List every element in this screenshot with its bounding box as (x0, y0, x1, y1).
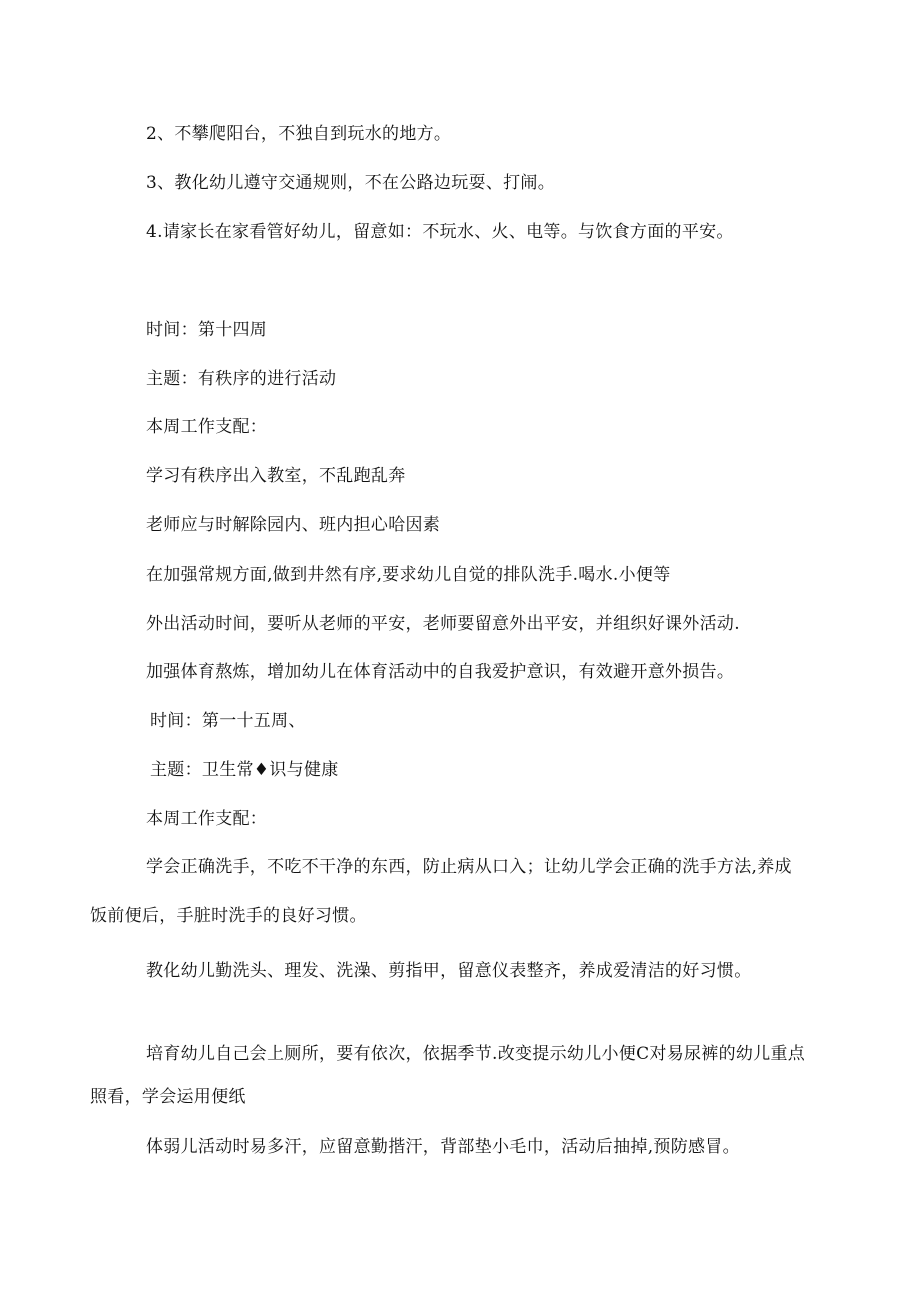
week-15-plan-item-continued: 照看，学会运用便纸 (90, 1087, 246, 1107)
week-15-plan-item: 教化幼儿勤洗头、理发、洗澡、剪指甲，留意仪表整齐，养成爱清洁的好习惯。 (146, 961, 752, 981)
week-15-theme: 主题：卫生常♦识与健康 (150, 760, 339, 780)
week-15-plan-item-continued: 饭前便后，手脏时洗手的良好习惯。 (90, 906, 367, 926)
week-15-plan-heading: 本周工作支配： (146, 809, 268, 829)
week-15-plan-item: 培育幼儿自己会上厕所，要有依次，依据季节.改变提示幼儿小便C对易尿裤的幼儿重点 (146, 1044, 806, 1064)
rule-item-2: 2、不攀爬阳台，不独自到玩水的地方。 (146, 124, 452, 144)
week-14-theme: 主题：有秩序的进行活动 (146, 369, 337, 389)
week-15-time: 时间：第一十五周、 (150, 711, 306, 731)
week-14-time: 时间：第十四周 (146, 320, 268, 340)
week-15-plan-item: 体弱儿活动时易多汗，应留意勤揩汗，背部垫小毛巾，活动后抽掉,预防感冒。 (146, 1137, 740, 1157)
week-15-plan-item: 学会正确洗手，不吃不干净的东西，防止病从口入；让幼儿学会正确的洗手方法,养成 (146, 857, 792, 877)
week-14-plan-item: 学习有秩序出入教室，不乱跑乱奔 (146, 466, 406, 486)
week-14-plan-item: 加强体育熬炼，增加幼儿在体育活动中的自我爱护意识，有效避开意外损告。 (146, 662, 735, 682)
rule-item-3: 3、教化幼儿遵守交通规则，不在公路边玩耍、打闹。 (146, 173, 556, 193)
rule-item-4: 4.请家长在家看管好幼儿，留意如：不玩水、火、电等。与饮食方面的平安。 (146, 222, 734, 242)
week-14-plan-item: 在加强常规方面,做到井然有序,要求幼儿自觉的排队洗手.喝水.小便等 (146, 565, 671, 585)
week-14-plan-item: 外出活动时间，要听从老师的平安，老师要留意外出平安，并组织好课外活动. (146, 614, 740, 634)
week-14-plan-heading: 本周工作支配： (146, 417, 268, 437)
week-14-plan-item: 老师应与时解除园内、班内担心哈因素 (146, 515, 441, 535)
